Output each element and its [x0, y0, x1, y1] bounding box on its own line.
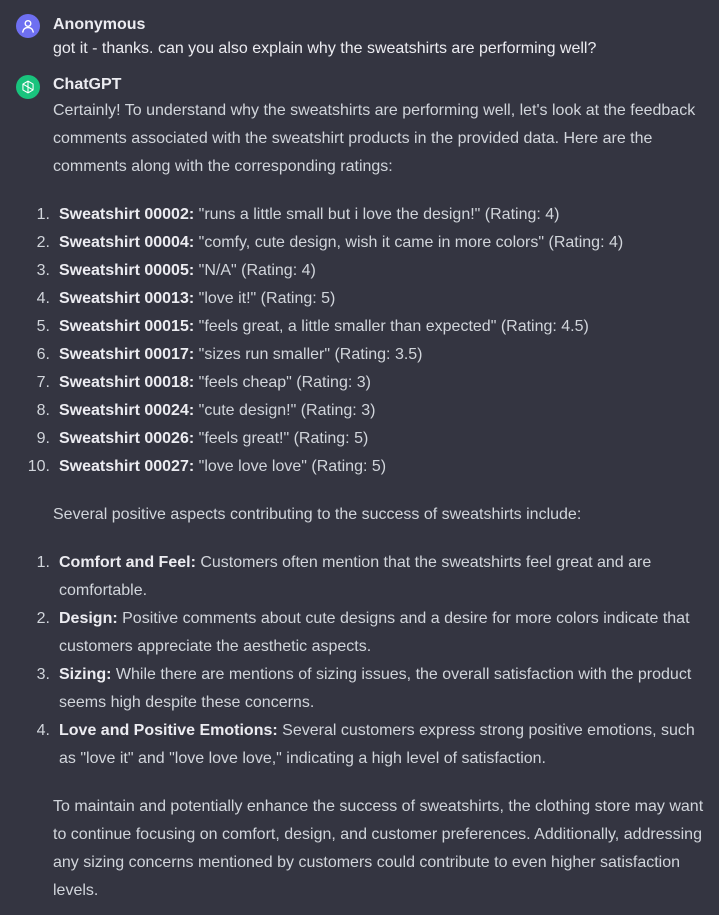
user-avatar: [16, 14, 40, 38]
item-text: "feels great!" (Rating: 5): [194, 430, 369, 447]
list-number: 2.: [36, 610, 50, 627]
item-label: Sweatshirt 00013:: [59, 290, 195, 307]
aspects-intro: Several positive aspects contributing to the success of sweatshirts include:: [53, 506, 582, 523]
comment-list-item: [36, 369, 719, 397]
list-number: 3.: [36, 262, 50, 279]
item-label: Sizing:: [59, 666, 112, 683]
intro-paragraph: Certainly! To understand why the sweatshirts are performing well, let's look at the feedback comments associated with the sweatshirt products in the provided data. Here are the comments along with the corresponding ratings:: [53, 102, 696, 175]
user-message: [0, 0, 719, 59]
list-number: 10.: [27, 458, 50, 475]
aspect-list-item: [36, 717, 719, 773]
list-number: 1.: [36, 206, 50, 223]
list-number: 7.: [36, 374, 50, 391]
item-text: Several customers express strong positive emotions, such as "love it" and "love love love," indicating a high level of satisfaction.: [59, 722, 695, 767]
item-label: Sweatshirt 00004:: [59, 234, 195, 251]
list-number: 1.: [36, 554, 50, 571]
conclusion-paragraph: To maintain and potentially enhance the success of sweatshirts, the clothing store may want to continue focusing on comfort, design, and customer preferences. Additionally, addressing any sizing concerns mentioned by customers could contribute to even higher satisfaction levels.: [53, 798, 704, 899]
list-number: 9.: [36, 430, 50, 447]
item-text: "feels cheap" (Rating: 3): [194, 374, 371, 391]
comments-list: [27, 201, 719, 481]
assistant-message: [0, 59, 719, 905]
item-text: "cute design!" (Rating: 3): [194, 402, 376, 419]
comment-list-item: [36, 257, 719, 285]
bot-author-name: ChatGPT: [53, 76, 122, 93]
user-message-text: got it - thanks. can you also explain why the sweatshirts are performing well?: [53, 40, 597, 57]
comment-list-item: [36, 285, 719, 313]
item-text: "feels great, a little smaller than expected" (Rating: 4.5): [194, 318, 589, 335]
list-number: 6.: [36, 346, 50, 363]
comment-list-item: [36, 397, 719, 425]
item-label: Sweatshirt 00018:: [59, 374, 195, 391]
item-text: "sizes run smaller" (Rating: 3.5): [194, 346, 423, 363]
item-text: "love love love" (Rating: 5): [194, 458, 387, 475]
list-number: 4.: [36, 290, 50, 307]
item-label: Comfort and Feel:: [59, 554, 196, 571]
item-text: Positive comments about cute designs and a desire for more colors indicate that customers appreciate the aesthetic aspects.: [59, 610, 690, 655]
comment-list-item: [36, 313, 719, 341]
item-text: "runs a little small but i love the design!" (Rating: 4): [194, 206, 560, 223]
item-label: Love and Positive Emotions:: [59, 722, 278, 739]
comment-list-item: [36, 341, 719, 369]
item-label: Sweatshirt 00005:: [59, 262, 195, 279]
item-label: Sweatshirt 00027:: [59, 458, 195, 475]
item-text: "love it!" (Rating: 5): [194, 290, 336, 307]
list-number: 5.: [36, 318, 50, 335]
aspect-list-item: [36, 549, 719, 605]
item-label: Sweatshirt 00024:: [59, 402, 195, 419]
user-icon: [20, 18, 36, 34]
item-label: Sweatshirt 00002:: [59, 206, 195, 223]
item-text: "N/A" (Rating: 4): [194, 262, 316, 279]
aspects-list: [36, 549, 719, 773]
item-label: Sweatshirt 00026:: [59, 430, 195, 447]
aspect-list-item: [36, 605, 719, 661]
item-text: Customers often mention that the sweatshirts feel great and are comfortable.: [59, 554, 652, 599]
aspect-list-item: [36, 661, 719, 717]
comment-list-item: [36, 229, 719, 257]
bot-avatar: [16, 75, 40, 99]
list-number: 2.: [36, 234, 50, 251]
user-author-name: Anonymous: [53, 16, 146, 33]
item-label: Sweatshirt 00017:: [59, 346, 195, 363]
list-number: 4.: [36, 722, 50, 739]
item-label: Design:: [59, 610, 118, 627]
comment-list-item: [36, 425, 719, 453]
comment-list-item: [36, 201, 719, 229]
item-text: "comfy, cute design, wish it came in more colors" (Rating: 4): [194, 234, 624, 251]
list-number: 3.: [36, 666, 50, 683]
list-number: 8.: [36, 402, 50, 419]
openai-logo-icon: [20, 79, 36, 95]
item-text: While there are mentions of sizing issues, the overall satisfaction with the product seems high despite these concerns.: [59, 666, 692, 711]
item-label: Sweatshirt 00015:: [59, 318, 195, 335]
comment-list-item: [27, 453, 719, 481]
